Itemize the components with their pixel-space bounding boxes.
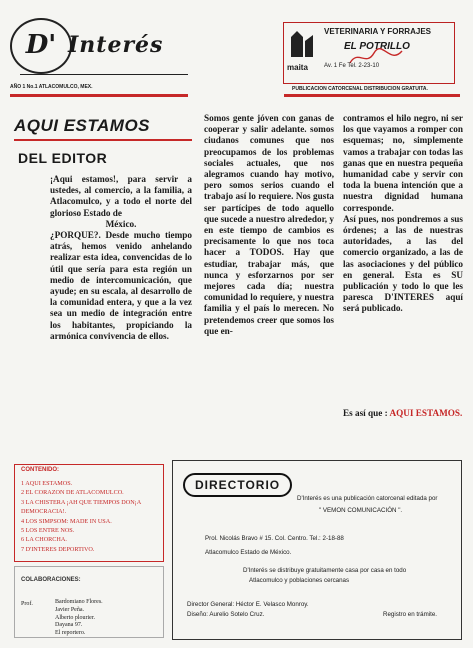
paragraph: Somos gente jóven con ganas de cooperar y salir adelante. somos ciudanos comunes que nos preocupamos de los problemas sociales actuales, que nos alegramos cuando hay motivo, pero somos serios cuando el trabajo así lo requiere. Nos gusta ser partícipes de todo aquello que sucede a nuestro alrededor, y en este tiempo de cambios es precisamente lo que nos toca hacer a TODOS. Hay que estudiar, trabajar más, que nunca y esforzarnos por ser mejores cada día; nuestra comunidad lo requiere, y nuestra familia y el país lo merecen. No pretendemos creer que somos los que en- (204, 113, 334, 336)
directory-line-2: " VEMON COMUNICACIÓN ". (319, 507, 403, 514)
list-item: El reportero. (55, 630, 86, 637)
logo-underline (20, 74, 188, 75)
directory-title: DIRECTORIO (183, 473, 292, 497)
list-item: 7 D'INTERES DEPORTIVO. (21, 545, 95, 553)
list-item: Bardomiano Flores. (55, 599, 103, 605)
contents-list (21, 479, 161, 554)
list-item: Alberto plourier. (55, 614, 95, 621)
directory-registration: Registro en trámite. (383, 611, 437, 618)
directory-city: Atlacomulco Estado de México. (205, 549, 292, 556)
directory-line-1: D'Interés es una publicación catorcenal editada por (297, 495, 438, 502)
publication-note: PUBLICACION CATORCENAL DISTRIBUCION GRATUITA. (292, 86, 428, 92)
directory-box (172, 460, 462, 640)
directory-distribution-2: Atlacomulco y poblaciones cercanas (249, 577, 350, 584)
headline: AQUI ESTAMOS (14, 116, 151, 135)
editorial-column-1 (50, 174, 192, 342)
paragraph: ¡Aqui estamos!, para servir a ustedes, al comercio, a la familia, a Atlacomulco, y a todo el norte del glorioso Estado de (50, 174, 192, 218)
list-item: 3 LA CHISTERA ¡AH QUE TIEMPOS DON¡A DEMOCRACIA!. (21, 498, 141, 516)
list-item: 1 AQUI ESTAMOS. (21, 480, 73, 487)
header-rule-left (10, 94, 188, 97)
logo-letter: D' (10, 18, 72, 74)
list-item: 4 LOS SIMPSOM: MADE IN USA. (21, 517, 112, 525)
contents-title: CONTENIDO: (21, 467, 59, 473)
directory-address: Prol. Nicolás Bravo # 15. Col. Centro. Tel.: 2-18-88 (205, 535, 344, 542)
closing-highlight: AQUI ESTAMOS. (389, 408, 463, 418)
advert-title: VETERINARIA Y FORRAJES (324, 27, 431, 36)
list-item: Dayana 97. (55, 622, 83, 629)
advert-brand: maita (287, 63, 308, 72)
horse-logo-icon (287, 27, 317, 61)
list-item: Javier Peña. (55, 606, 84, 613)
advert-name: EL POTRILLO (344, 41, 410, 52)
directory-distribution-1: D'Interés se distribuye gratuitamente casa por casa en todo (243, 567, 407, 574)
issue-line: AÑO 1 No.1 ATLACOMULCO, MEX. (10, 84, 93, 90)
section-title: DEL EDITOR (18, 150, 108, 166)
masthead-logo (10, 18, 188, 78)
directory-design: Diseño: Aurelio Sotelo Cruz. (187, 611, 265, 618)
closing-text: Es así que : (343, 408, 388, 418)
collaborators-title: COLABORACIONES: (21, 577, 81, 583)
contents-box (14, 464, 164, 562)
collaborators-prefix: Prof. (21, 601, 33, 607)
logo-word: Interés (68, 32, 164, 58)
editorial-column-3 (343, 113, 463, 315)
paragraph: ¿PORQUE?. Desde mucho tiempo atrás, hemos venido anhelando realizar esta idea, convencidas de lo útil que sería para esta región un medio de intercomunicación, que ayude; en su escala, al desarrollo de la comunidad entera, y que a la vez sea un medio de integración entre los habitantes, propiciando la armónica convivencia de ellos. (50, 230, 192, 341)
advert-address: Av. 1 Fe Tel. 2-23-10 (324, 63, 380, 69)
list-item: 6 LA CHORCHA. (21, 536, 67, 544)
list-item: 5 LOS ENTRE NOS. (21, 527, 75, 535)
header-rule-right (284, 94, 460, 97)
collaborators-box (14, 566, 164, 638)
collaborators-list (55, 599, 103, 638)
paragraph: Así pues, nos pondremos a sus órdenes; a las de nuestras autoridades, a las del comercio organizado, a las de las asociaciones y del público en general. Esta es SU publicación y todo lo que les paresca D'INTERES aquí será publicado. (343, 213, 463, 314)
closing-line (343, 408, 463, 419)
headline-rule (14, 139, 192, 141)
paragraph: México. (105, 218, 137, 229)
directory-director: Director General: Héctor E. Velasco Monroy. (187, 601, 309, 608)
paragraph: contramos el hilo negro, ni ser los que vayamos a romper con esquemas; no, simplemente vamos a trabajar con todas las ganas que en nuestra pequeña humanidad cabe y servir con toda la buena intención que a nuestra dignidad humana corresponde. (343, 113, 463, 213)
editorial-column-2 (204, 113, 334, 337)
list-item: 2 EL CORAZON DE ATLACOMULCO. (21, 489, 124, 497)
advert-box (283, 22, 455, 84)
